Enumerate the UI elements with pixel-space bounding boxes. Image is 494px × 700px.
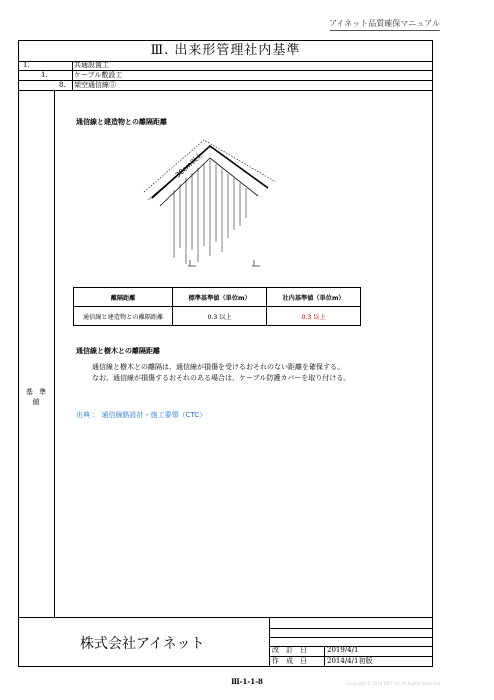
- divider: [72, 71, 73, 80]
- divider: [72, 81, 73, 90]
- breadcrumb-level-3: [19, 81, 432, 91]
- copyright: Copyright © 2014 INET Inc.All Rights Reserved: [346, 681, 440, 686]
- header-underline: [330, 30, 440, 31]
- section-title-trees: 通信線と樹木との離隔距離: [76, 347, 160, 355]
- footer-rule: [269, 637, 433, 638]
- page-title: Ⅲ. 出来形管理社内基準: [19, 41, 432, 62]
- table-header: 標準基準値（単位m）: [173, 288, 267, 307]
- side-label: 基 準 値: [25, 388, 49, 406]
- table-cell: 0.3 以上: [267, 307, 361, 326]
- breadcrumb-level-1: [19, 61, 432, 71]
- created-label: 作 成 日: [272, 657, 307, 665]
- footer-rule: [269, 628, 433, 629]
- body-line: 通信線と樹木との離隔は、通信線が損傷を受けるおそれのない距離を確保する。: [92, 363, 344, 371]
- manual-title: アイネット品質確保マニュアル: [329, 19, 440, 28]
- revised-label: 改 訂 日: [272, 646, 307, 654]
- table-header: 社内基準値（単位m）: [267, 288, 361, 307]
- table-cell: 0.3 以上: [173, 307, 267, 326]
- table-row: [74, 307, 361, 326]
- breadcrumb-label: ケーブル敷設工: [74, 71, 123, 79]
- revised-date: 2019/4/1: [327, 646, 359, 654]
- breadcrumb-level-2: [19, 71, 432, 81]
- table-header-row: [74, 288, 361, 307]
- table-header: 離隔距離: [74, 288, 173, 307]
- breadcrumb-num: 1.: [23, 61, 30, 69]
- divider: [72, 61, 73, 70]
- company-name: 株式会社アイネット: [80, 636, 205, 652]
- table-cell: 通信線と建造物との離隔距離: [74, 307, 173, 326]
- content-bottom-border: [19, 617, 432, 618]
- breadcrumb-num: 1.: [41, 71, 48, 79]
- breadcrumb-label: 共通設置工: [74, 61, 109, 69]
- distance-table: [73, 287, 361, 326]
- page-number: Ⅲ-1-1-8: [231, 677, 263, 686]
- source-reference: 出典 ： 通信線路設計・施工要領（CTC）: [76, 411, 207, 419]
- body-line: なお、通信線が損傷するおそれのある場合は、ケーブル防護カバーを取り付ける。: [92, 374, 351, 382]
- created-date: 2014/4/1初版: [327, 657, 373, 665]
- building-clearance-diagram: [140, 138, 280, 270]
- breadcrumb-num: 8.: [59, 81, 66, 89]
- clearance-label: 30cm以上: [173, 151, 205, 180]
- section-title-building: 通信線と建造物との離隔距離: [76, 118, 167, 126]
- breadcrumb-label: 架空通信線⑤: [74, 81, 116, 89]
- footer-divider: [269, 617, 270, 667]
- side-column: [19, 91, 55, 617]
